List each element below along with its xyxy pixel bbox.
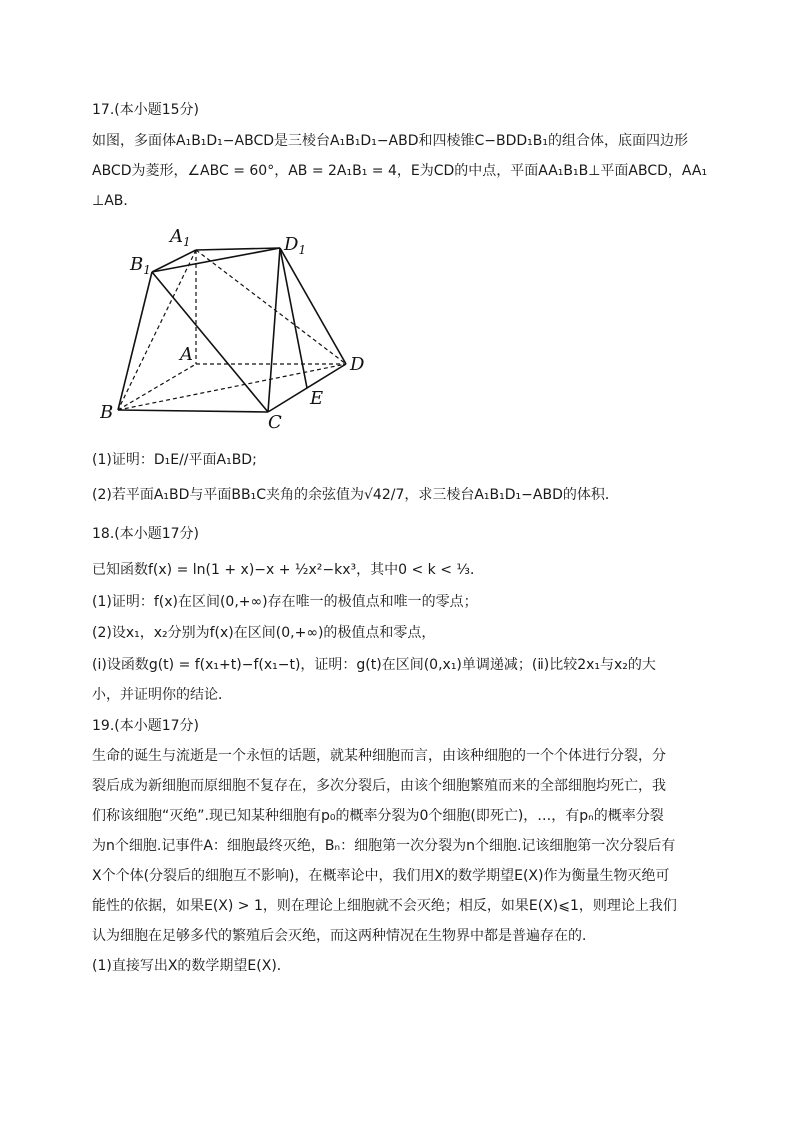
polyhedron-diagram (100, 222, 380, 434)
edge-B1-A1 (152, 250, 196, 272)
problem-19-stem-line-7: 认为细胞在足够多代的繁殖后会灭绝，而这两种情况在生物界中都是普遍存在的． (92, 928, 596, 944)
label-D1: $D_1$ (284, 234, 307, 257)
label-A: A (180, 344, 193, 365)
edge-C-D (268, 364, 346, 412)
edge-B1-B (118, 272, 152, 410)
problem-17-stem-line-3: ⊥AB． (92, 193, 138, 209)
edge-B-A (118, 364, 196, 410)
problem-18-part-2-ii: 小，并证明你的结论． (92, 687, 232, 703)
label-B: B (100, 402, 114, 423)
problem-19-stem-line-6: 能性的依据，如果E(X) > 1，则在理论上细胞就不会灭绝；相反，如果E(X)⩽1，则理论上我们 (92, 898, 677, 914)
problem-19-stem-line-3: 们称该细胞“灭绝”.现已知某种细胞有p₀的概率分裂为0个细胞(即死亡)，…，有pₙ的概率分裂 (92, 808, 664, 824)
polyhedron-figure (100, 222, 380, 434)
edge-B-C (118, 410, 268, 412)
label-D: D (350, 354, 365, 375)
problem-17-header: 17.(本小题15分) (92, 102, 200, 118)
problem-19-stem-line-2: 裂后成为新细胞而原细胞不复存在，多次分裂后，由该个细胞繁殖而来的全部细胞均死亡，我 (92, 778, 666, 794)
problem-17-part-1: (1)证明：D₁E//平面A₁BD; (92, 452, 257, 468)
problem-17-part-2: (2)若平面A₁BD与平面BB₁C夹角的余弦值为√42/7，求三棱台A₁B₁D₁−ABD的体积． (92, 487, 619, 503)
label-E: E (310, 388, 324, 409)
problem-18-header: 18.(本小题17分) (92, 526, 200, 542)
label-C: C (268, 412, 282, 433)
edge-D1-E (280, 248, 307, 388)
problem-18-part-2-i: (ⅰ)设函数g(t) = f(x₁+t)−f(x₁−t)，证明：g(t)在区间(0,x₁)单调递减；(ⅱ)比较2x₁与x₂的大 (92, 657, 656, 673)
problem-18-stem-line-1: 已知函数f(x) = ln(1 + x)−x + ½x²−kx³，其中0 < k < ⅓． (92, 562, 484, 578)
edge-D1-D (280, 248, 346, 364)
problem-19-stem-line-1: 生命的诞生与流逝是一个永恒的话题，就某种细胞而言，由该种细胞的一个个体进行分裂，分 (92, 748, 666, 764)
problem-17-stem-line-1: 如图，多面体A₁B₁D₁−ABCD是三棱台A₁B₁D₁−ABD和四棱锥C−BDD₁B₁的组合体，底面四边形 (92, 133, 689, 149)
problem-19-stem-line-4: 为n个细胞.记事件A：细胞最终灭绝，Bₙ：细胞第一次分裂为n个细胞.记该细胞第一次分裂后有 (92, 838, 676, 854)
edge-B1-D1 (152, 248, 280, 272)
label-B1: $B_1$ (130, 254, 151, 277)
edge-D1-C (268, 248, 280, 412)
problem-19-header: 19.(本小题17分) (92, 718, 200, 734)
label-A1: $A_1$ (170, 226, 191, 249)
problem-19-stem-line-5: X个个体(分裂后的细胞互不影响)，在概率论中，我们用X的数学期望E(X)作为衡量生物灭绝可 (92, 868, 670, 884)
problem-18-part-2: (2)设x₁，x₂分别为f(x)在区间(0,+∞)的极值点和零点， (92, 625, 436, 641)
edge-A1-D (196, 250, 346, 364)
problem-18-part-1: (1)证明：f(x)在区间(0,+∞)存在唯一的极值点和唯一的零点； (92, 594, 478, 610)
problem-19-part-1: (1)直接写出X的数学期望E(X)． (92, 958, 291, 974)
problem-17-stem-line-2: ABCD为菱形，∠ABC = 60°，AB = 2A₁B₁ = 4，E为CD的中点，平面AA₁B₁B⊥平面ABCD，AA₁ (92, 163, 708, 179)
